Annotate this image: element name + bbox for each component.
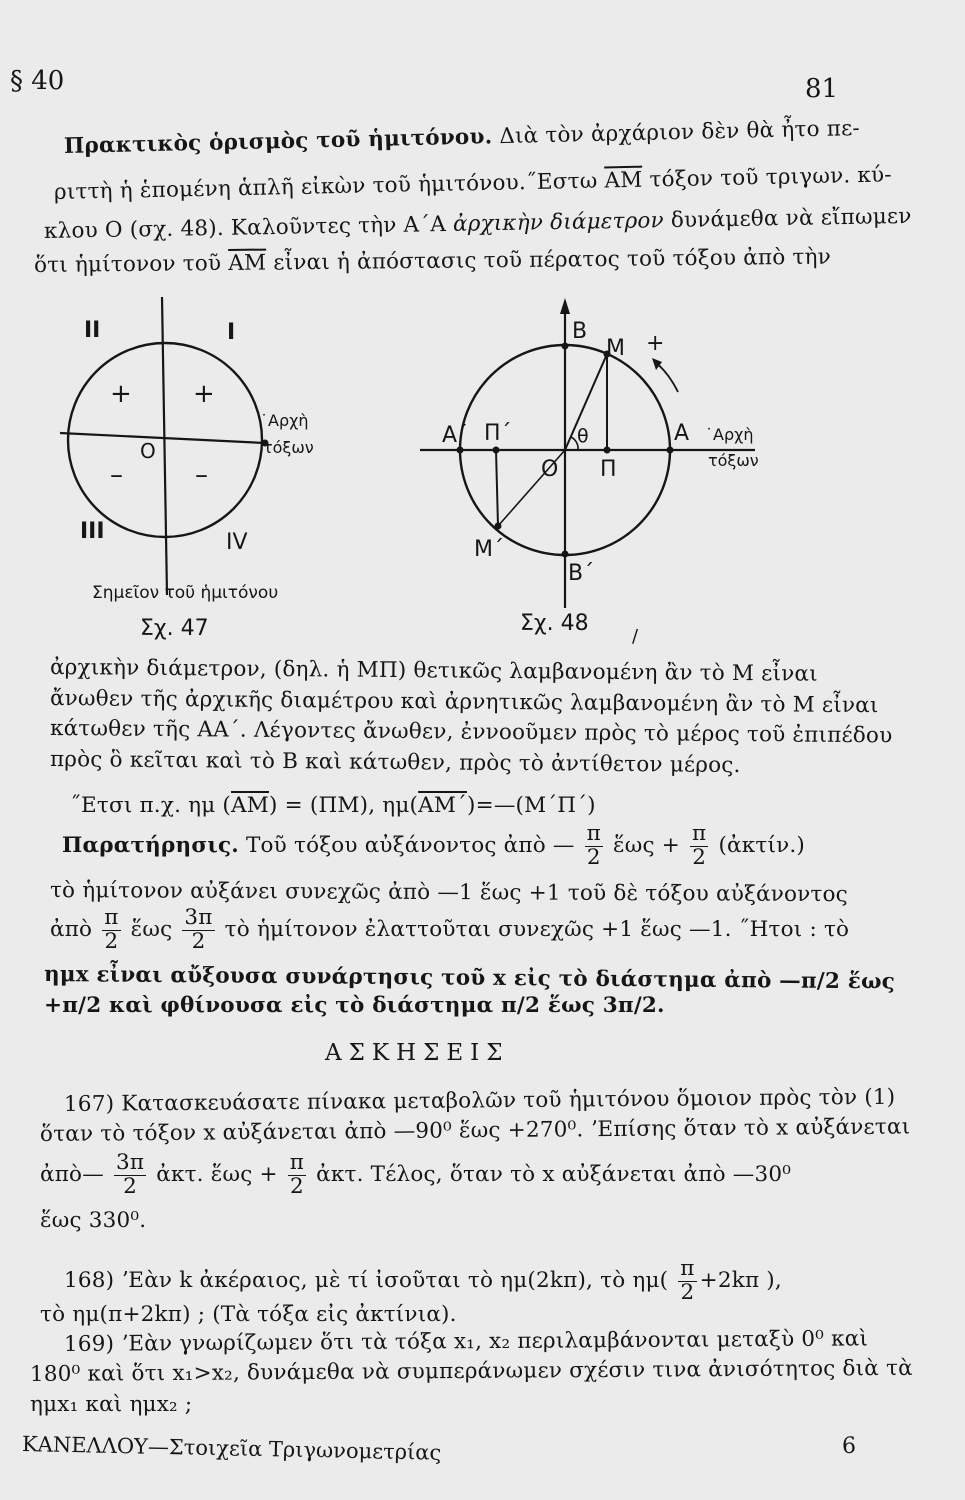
remark-line-5: +π/2 καὶ φθίνουσα εἰς τὸ διάστημα π/2 ἕως 3π/2. [44, 993, 665, 1018]
remark-c: (ἀκτίν.) [718, 833, 805, 859]
intro-line-3b: δυνάμεθα νὰ εἴπωμεν [670, 203, 912, 234]
remark-l3b: ἕως [130, 917, 173, 943]
ex168-l1b: +2kπ ), [699, 1268, 782, 1294]
remark-a: Τοῦ τόξου αὐξάνοντος ἀπὸ — [246, 833, 575, 859]
example-b: ) = (ΠM), ημ( [268, 793, 419, 818]
fig48-label-theta: θ [577, 425, 589, 447]
minus-sign-q3: – [110, 460, 123, 490]
intro-line-1-rest: Διὰ τὸν ἀρχάριον δὲν θὰ ἦτο πε- [499, 115, 861, 150]
intro-line-2-text: ριττὴ ἡ ἑπομένη ἁπλῆ εἰκὼν τοῦ ἡμιτόνου.˝Εστω [53, 168, 598, 205]
exercises-title: ΑΣΚΗΣΕΙΣ [325, 1040, 510, 1066]
fraction-3pi-over-2: $\frac{3\pi}{2}$ [184, 905, 213, 954]
example-arc-1: $\overline{AM}$ [231, 793, 269, 818]
quadrant-2-label: II [84, 318, 101, 343]
fig48-label-o: O [541, 457, 559, 482]
intro-line-3a: κλου O (σχ. 48). Καλοῦντες τὴν A΄A [43, 211, 447, 244]
body-line-3: κάτωθεν τῆς AA΄. Λέγοντες ἄνωθεν, ἐννοοῦμεν πρὸς τὸ μέρος τοῦ ἐπιπέδου [49, 716, 893, 749]
intro-heading: Πρακτικὸς ὁρισμὸς τοῦ ἡμιτόνου. [63, 124, 493, 159]
ex167-l3b: ἀκτ. ἕως + [156, 1162, 278, 1188]
ex168-line-2: τὸ ημ(π+2kπ) ; (Τὰ τόξα εἰς ἀκτίνια). [40, 1302, 457, 1327]
ex167-fraction-pi-over-2: $\frac{\pi}{2}$ [289, 1150, 305, 1199]
fig48-start-label-1: ˙Αρχὴ [705, 425, 754, 444]
quadrant-4-label: IV [226, 530, 248, 555]
fraction-pi-over-2b: $\frac{\pi}{2}$ [692, 821, 707, 870]
quadrant-1-label: I [227, 320, 236, 345]
fig47-vertical-axis [162, 297, 167, 595]
fraction-pi-over-2c: $\frac{\pi}{2}$ [104, 905, 119, 954]
ex167-l3c: ἀκτ. Τέλος, ὅταν τὸ x αὐξάνεται ἀπὸ —30⁰ [316, 1162, 792, 1188]
arc-am-1: $\overline{AM}$ [604, 167, 643, 194]
plus-sign-q1: + [193, 379, 215, 409]
intro-line-3-italic: ἀρχικὴν διάμετρον [452, 208, 665, 237]
remark-heading: Παρατήρησις. [62, 833, 239, 859]
fig48-label-b1: B΄ [568, 561, 595, 586]
fig48-label-a1: A΄ [442, 423, 469, 448]
intro-line-4a: ὅτι ἡμίτονον τοῦ [33, 251, 222, 278]
fig48-label-p: Π [600, 457, 617, 482]
fig47-caption-top: Σημεῖον τοῦ ἡμιτόνου [92, 583, 279, 603]
remark-line-1 [62, 823, 805, 869]
fraction-pi-over-2: $\frac{\pi}{2}$ [586, 821, 601, 870]
intro-line-4b: εἶναι ἡ ἀπόστασις τοῦ πέρατος τοῦ τόξου ἀπὸ τὴν [273, 244, 832, 276]
body-line-2: ἄνωθεν τῆς ἀρχικῆς διαμέτρου καὶ ἀρνητικῶς λαμβανομένη ἂν τὸ M εἶναι [49, 686, 879, 719]
fig48-segment-m1p1 [496, 450, 498, 526]
example-c: )=—(M΄Π΄) [467, 793, 596, 818]
remark-line-2: τὸ ἡμίτονον αὐξάνει συνεχῶς ἀπὸ —1 ἕως +1 τοῦ δὲ τόξου αὐξάνοντος [49, 878, 849, 908]
fig47-start-label-1: ˙Αρχὴ [260, 411, 309, 430]
remark-line-4: ημx εἶναι αὔξουσα συνάρτησις τοῦ x εἰς τὸ διάστημα ἀπὸ —π/2 ἕως [43, 962, 896, 995]
fig47-start-label-2: τόξων [263, 438, 314, 457]
figure-48 [410, 290, 810, 645]
intro-line-2 [54, 162, 892, 205]
fig47-horizontal-axis [60, 433, 265, 443]
fig48-stray-mark: / [632, 626, 639, 645]
ex168-fraction-pi-over-2: $\frac{\pi}{2}$ [680, 1256, 695, 1305]
intro-line-2-rest: τόξον τοῦ τριγων. κύ- [649, 162, 893, 193]
arc-am-2: $\overline{AM}$ [228, 250, 267, 276]
ex167-l3a: ἀπὸ— [40, 1162, 104, 1188]
intro-line-4 [34, 245, 831, 278]
footer-author: ΚΑΝΕΛΛΟΥ—Στοιχεῖα Τριγωνομετρίας [21, 1432, 442, 1465]
fig47-caption: Σχ. 47 [140, 616, 209, 641]
minus-sign-q4: – [195, 460, 208, 490]
remark-b: ἕως + [613, 833, 680, 859]
footer-signature: 6 [842, 1434, 856, 1459]
fig48-point-b [562, 343, 569, 350]
fig48-start-label-2: τόξων [708, 451, 759, 470]
page-number: 81 [805, 74, 839, 104]
body-line-1: ἀρχικὴν διάμετρον, (δηλ. ἡ MΠ) θετικῶς λαμβανομένη ἂν τὸ M εἶναι [49, 655, 818, 687]
ex169-line-2: 180⁰ καὶ ὅτι x₁>x₂, δυνάμεθα νὰ συμπεράνωμεν σχέσιν τινα ἀνισότητος διὰ τὰ [29, 1355, 913, 1387]
fig48-direction-arrowhead [652, 358, 662, 370]
fig48-label-b: B [572, 319, 588, 344]
plus-sign-q2: + [110, 379, 132, 409]
fig48-label-m: M [606, 336, 625, 361]
example-arc-2: $\overline{AM΄}$ [418, 793, 468, 818]
body-line-4: πρὸς ὃ κεῖται καὶ τὸ B καὶ κάτωθεν, πρὸς τὸ ἀντίθετον μέρος. [49, 747, 741, 779]
ex167-line-2: ὅταν τὸ τόξον x αὐξάνεται ἀπὸ —90⁰ ἕως +270⁰. ʼΕπίσης ὅταν τὸ x αὐξάνεται [39, 1114, 911, 1147]
figure-47 [40, 295, 370, 645]
example-line [70, 793, 596, 818]
fig48-caption: Σχ. 48 [520, 611, 589, 636]
ex168-line-1 [64, 1258, 782, 1304]
ex167-line-4: ἕως 330⁰. [40, 1208, 147, 1233]
ex167-fraction-3pi-over-2: $\frac{3\pi}{2}$ [115, 1150, 145, 1199]
example-a: ˝Ετσι π.χ. ημ ( [70, 793, 232, 818]
remark-line-3 [50, 907, 849, 953]
fig48-axis-arrow [560, 298, 570, 314]
fig48-point-a [667, 447, 674, 454]
fig48-label-p1: Π΄ [484, 421, 512, 446]
fig48-point-p [604, 447, 611, 454]
ex169-line-3: ημx₁ καὶ ημx₂ ; [30, 1392, 193, 1417]
ex168-l1a: 168) ʼΕὰν k ἀκέραιος, μὲ τί ἰσοῦται τὸ ημ(2kπ), τὸ ημ( [64, 1268, 669, 1294]
fig47-center-label: O [140, 439, 156, 463]
intro-line-3 [44, 204, 912, 244]
ex167-line-3 [40, 1152, 791, 1198]
fig48-point-m1 [495, 523, 502, 530]
fig48-label-plus: + [646, 331, 665, 356]
intro-line-1 [64, 116, 860, 159]
ex169-line-1: 169) ʼΕὰν γνωρίζωμεν ὅτι τὰ τόξα x₁, x₂ περιλαμβάνονται μεταξὺ 0⁰ καὶ [63, 1326, 869, 1357]
remark-l3c: τὸ ἡμίτονον ἐλαττοῦται συνεχῶς +1 ἕως —1. ˝Ητοι : τὸ [224, 917, 850, 943]
quadrant-3-label: III [80, 519, 105, 544]
fig48-label-a: A [674, 421, 690, 446]
fig48-point-b1 [562, 551, 569, 558]
section-number: § 40 [10, 66, 65, 96]
fig48-label-m1: M΄ [474, 537, 504, 562]
ex167-line-1: 167) Κατασκευάσατε πίνακα μεταβολῶν τοῦ ἡμιτόνου ὅμοιον πρὸς τὸν (1) [63, 1084, 896, 1117]
remark-l3a: ἀπὸ [50, 917, 93, 943]
fig48-point-p1 [493, 447, 500, 454]
